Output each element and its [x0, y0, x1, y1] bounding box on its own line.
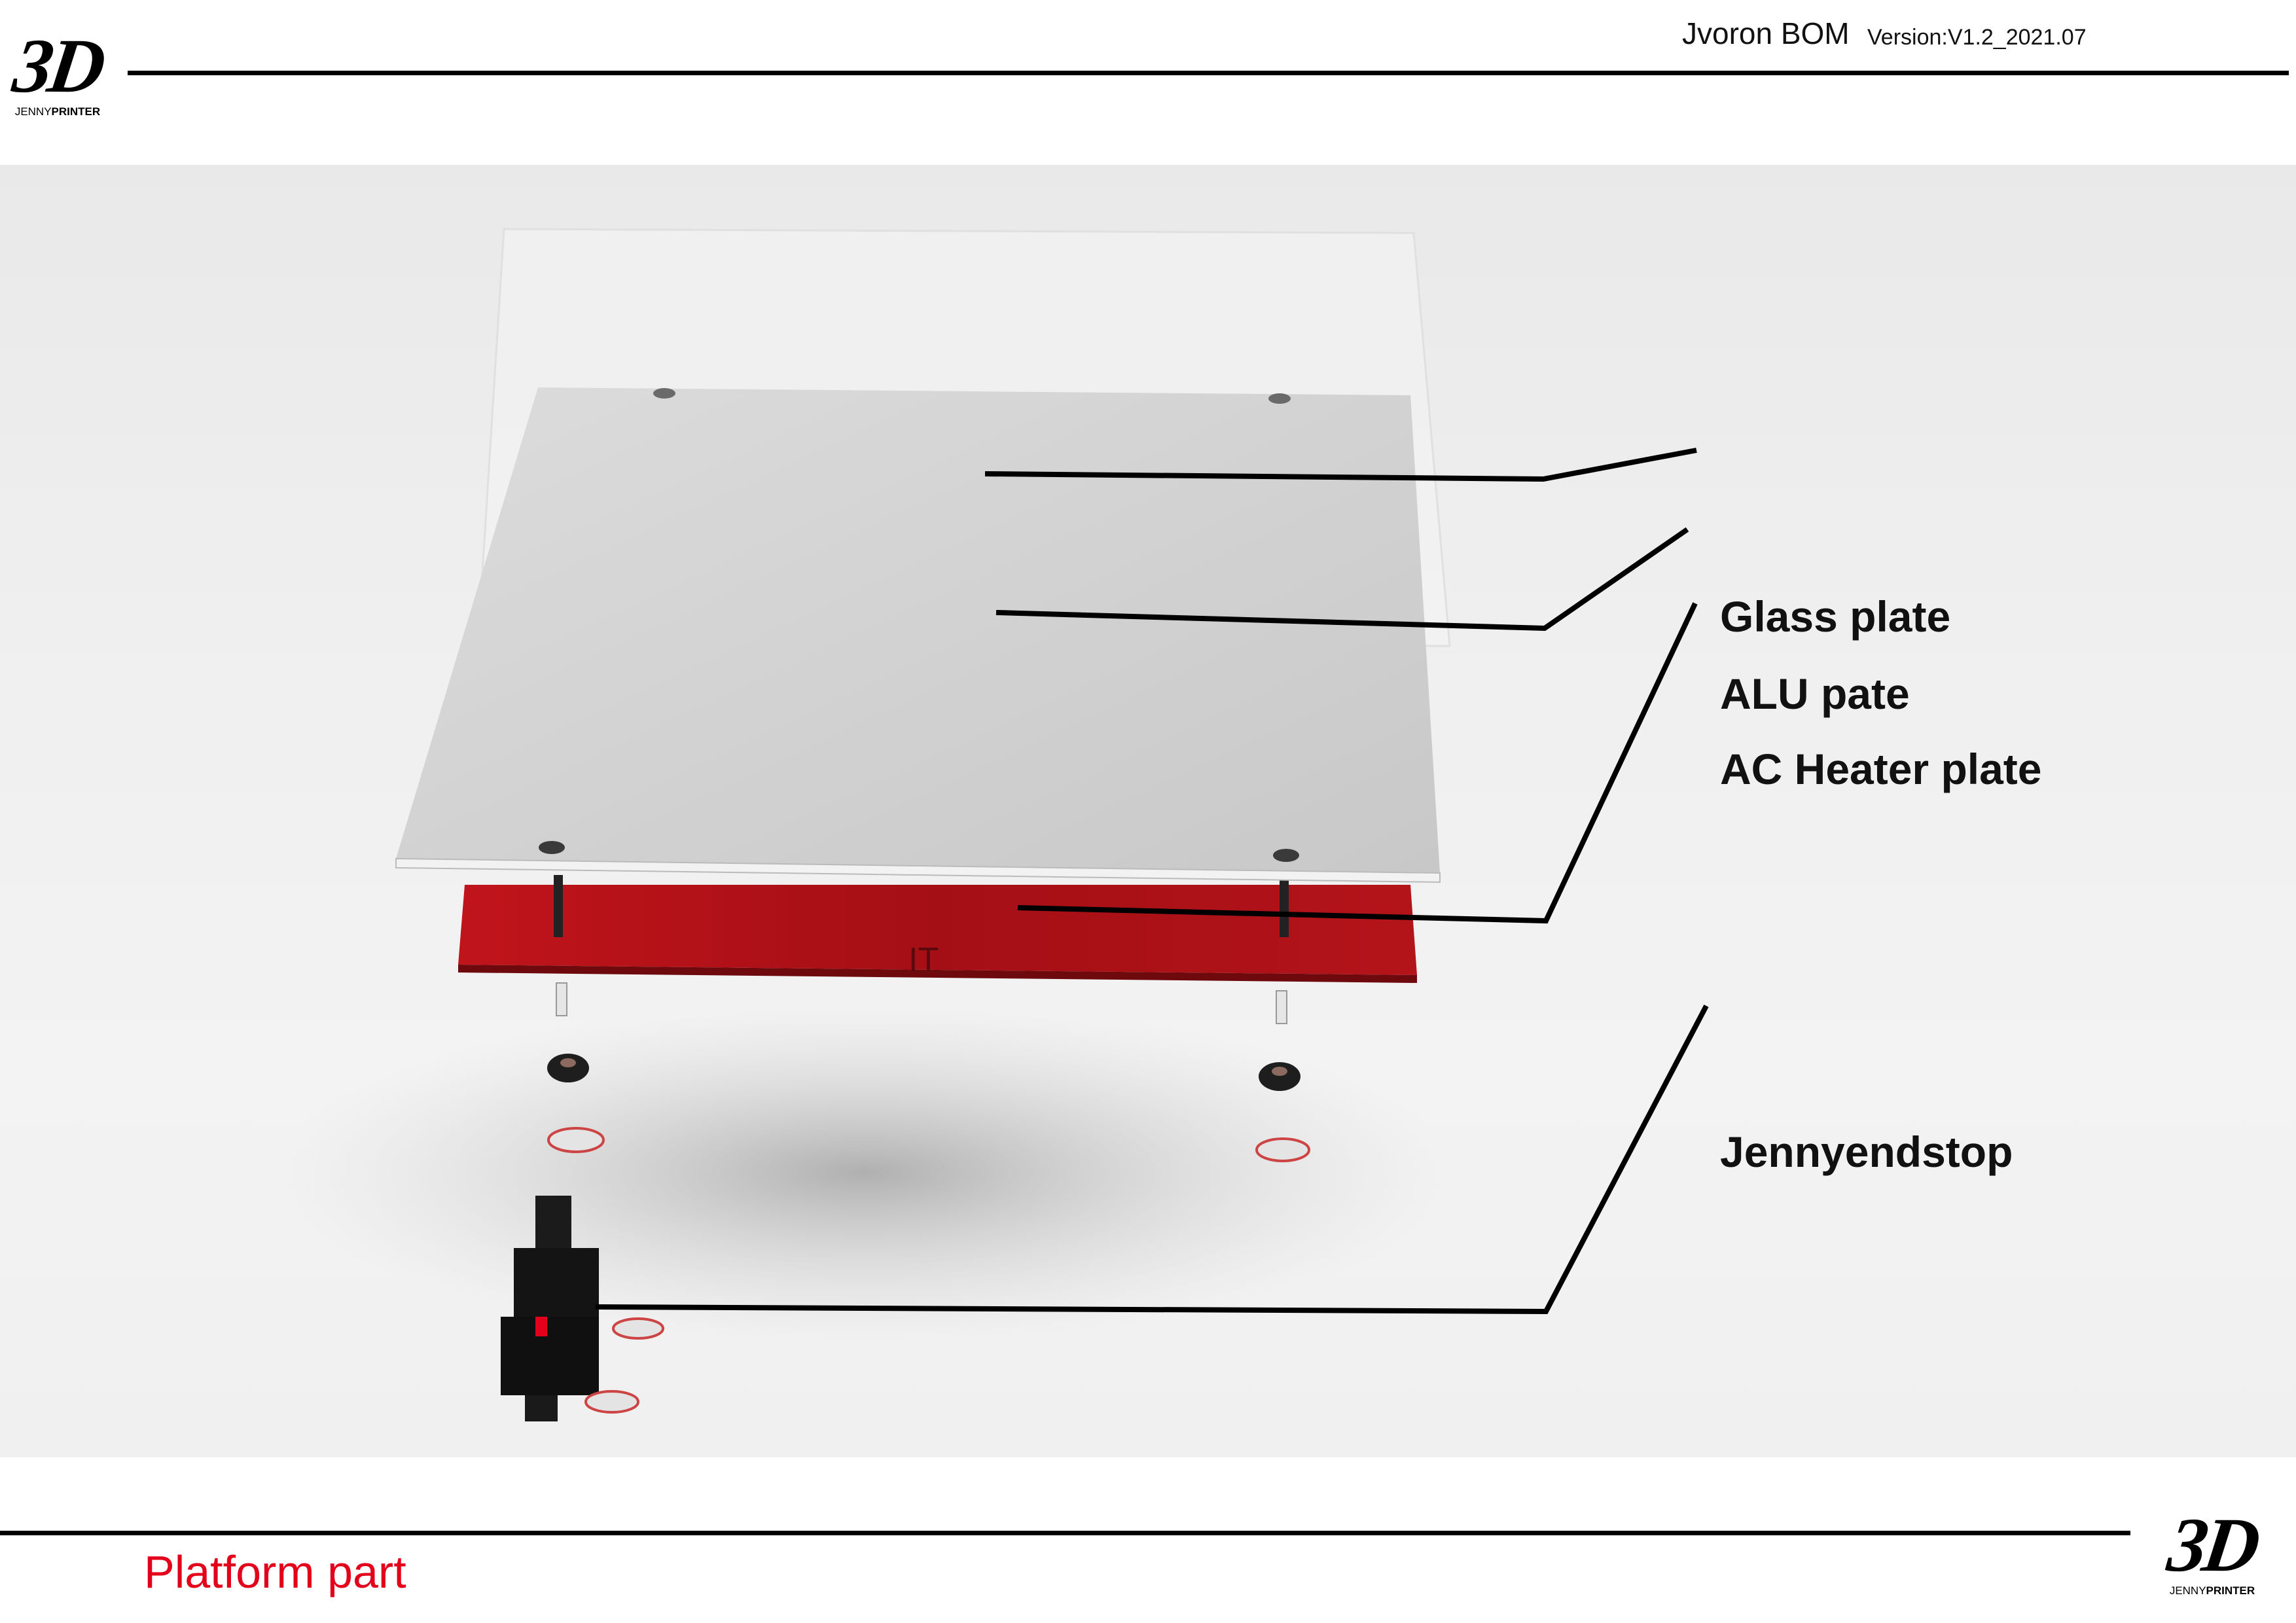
pin-right: [1276, 991, 1287, 1024]
alu-hole-tl: [653, 388, 675, 399]
alu-hole-bl: [539, 841, 565, 854]
grommet-right: [1259, 1062, 1300, 1091]
endstop-tnut-upper: [613, 1319, 663, 1338]
alu-hole-tr: [1268, 393, 1291, 404]
callout-alu-plate: ALU pate: [1720, 669, 1910, 718]
tnut-left: [548, 1128, 603, 1152]
logo-mark: 3D: [8, 23, 107, 109]
logo-brand-b: PRINTER: [2206, 1584, 2255, 1597]
grommet-left: [547, 1054, 589, 1082]
document-version: Version:V1.2_2021.07: [1867, 25, 2087, 50]
logo-top: [5, 23, 110, 118]
post-left: [554, 875, 563, 937]
logo-brand-a: JENNY: [14, 105, 52, 118]
alu-hole-br: [1273, 849, 1299, 862]
alu-plate-shape: [396, 387, 1440, 873]
section-label: Platform part: [144, 1546, 406, 1597]
endstop-foot: [525, 1395, 558, 1421]
floor-shadow: [275, 1003, 1453, 1343]
callout-glass-plate: Glass plate: [1720, 592, 1951, 641]
footer-rule: [0, 1531, 2130, 1535]
endstop-base: [501, 1317, 599, 1395]
logo-bottom: [2160, 1502, 2265, 1597]
platform-render: [0, 165, 2296, 1457]
logo-brand-b: PRINTER: [51, 105, 101, 118]
endstop-led: [535, 1317, 547, 1336]
grommet-right-hole: [1272, 1067, 1287, 1076]
document-title: Jvoron BOM: [1682, 16, 1850, 50]
logo-mark: 3D: [2162, 1502, 2262, 1588]
endstop-tnut-lower: [586, 1391, 638, 1412]
grommet-left-hole: [560, 1058, 576, 1067]
post-right: [1280, 875, 1289, 937]
callout-heater-plate: AC Heater plate: [1720, 745, 2042, 793]
logo-brand-a: JENNY: [2169, 1584, 2206, 1597]
pin-left: [556, 983, 567, 1016]
tnut-right: [1257, 1139, 1309, 1161]
header-rule: [128, 71, 2289, 75]
platform-render-svg: [0, 165, 2296, 1457]
callout-endstop: Jennyendstop: [1720, 1128, 2013, 1176]
heater-connector-mark: IT: [908, 941, 939, 979]
